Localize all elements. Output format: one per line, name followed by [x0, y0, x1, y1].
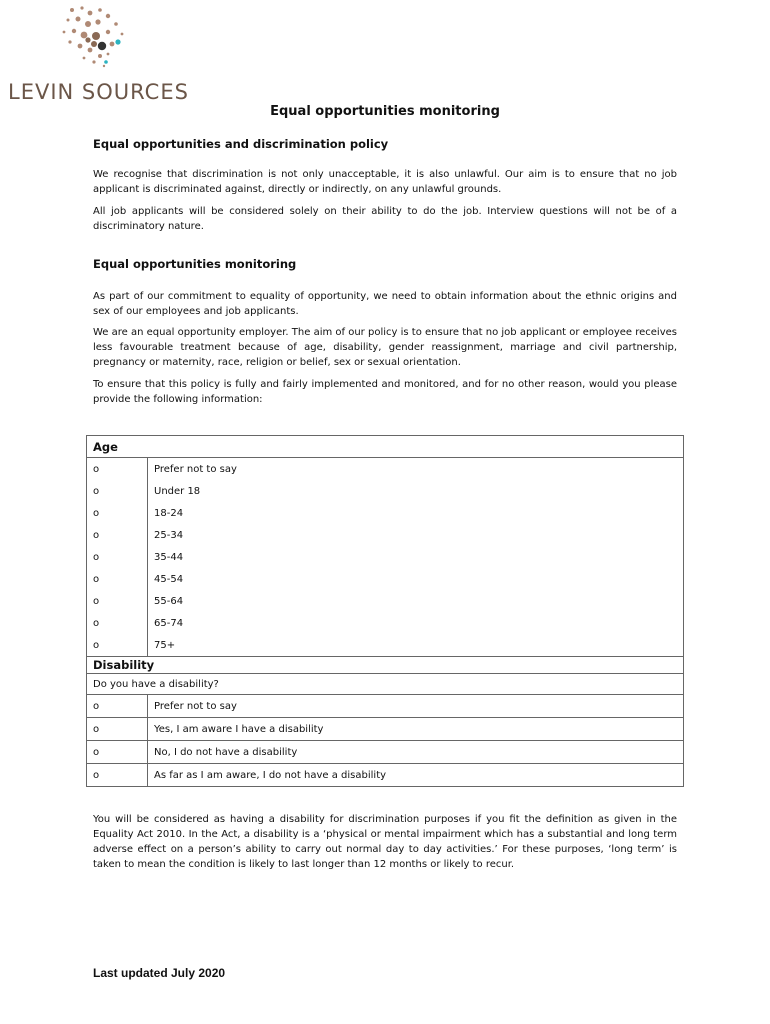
last-updated-footer: Last updated July 2020: [93, 966, 226, 980]
policy-heading: Equal opportunities and discrimination policy: [93, 137, 389, 151]
age-option-row[interactable]: [87, 524, 684, 546]
monitoring-paragraph: As part of our commitment to equality of opportunity, we need to obtain information about the ethnic origins and sex of our employees and job applicants.: [93, 291, 677, 317]
age-option-row[interactable]: [87, 590, 684, 612]
policy-paragraph: All job applicants will be considered solely on their ability to do the job. Interview questions will not be of a discriminatory nature.: [93, 206, 677, 232]
monitoring-paragraph: To ensure that this policy is fully and fairly implemented and monitored, and for no other reason, would you please provide the following information:: [93, 379, 677, 405]
disability-definition-note: You will be considered as having a disability for discrimination purposes if you fit the definition as given in the Equality Act 2010. In the Act, a disability is a ‘physical or mental impairment which has a substantial and long term adverse effect on a person’s ability to carry out normal day to day activities.’ For these purposes, ‘long term’ is taken to mean the condition is likely to last longer than 12 months or likely to recur.: [93, 814, 677, 870]
age-option-label: Under 18: [148, 480, 684, 502]
age-option-label: 75+: [148, 634, 684, 657]
policy-paragraph: We recognise that discrimination is not only unacceptable, it is also unlawful. Our aim is to ensure that no job applicant is discriminated against, directly or indirectly, on any unlawful grounds.: [93, 169, 677, 195]
age-section-header: [87, 436, 684, 458]
age-option-label: 35-44: [148, 546, 684, 568]
disability-option-label: Prefer not to say: [148, 695, 684, 718]
disability-option-label: Yes, I am aware I have a disability: [148, 718, 684, 741]
radio-bullet[interactable]: o: [87, 546, 148, 568]
disability-option-row[interactable]: [87, 718, 684, 741]
radio-bullet[interactable]: o: [87, 764, 148, 787]
age-option-label: 25-34: [148, 524, 684, 546]
age-option-label: 55-64: [148, 590, 684, 612]
age-option-row[interactable]: [87, 568, 684, 590]
radio-bullet[interactable]: o: [87, 480, 148, 502]
monitoring-paragraph: We are an equal opportunity employer. The aim of our policy is to ensure that no job applicant or employee receives less favourable treatment because of age, disability, gender reassignment, marriage and civil partnership, pregnancy or maternity, race, religion or belief, sex or sexual orientation.: [93, 327, 677, 368]
logo-text: LEVIN SOURCES: [8, 80, 189, 104]
radio-bullet[interactable]: o: [87, 718, 148, 741]
disability-option-row[interactable]: [87, 764, 684, 787]
monitoring-form-table: [86, 435, 684, 787]
age-option-label: Prefer not to say: [148, 458, 684, 481]
disability-option-label: No, I do not have a disability: [148, 741, 684, 764]
age-option-row[interactable]: [87, 480, 684, 502]
radio-bullet[interactable]: o: [87, 568, 148, 590]
radio-bullet[interactable]: o: [87, 634, 148, 657]
age-option-label: 45-54: [148, 568, 684, 590]
logo: [8, 4, 198, 104]
disability-option-label: As far as I am aware, I do not have a disability: [148, 764, 684, 787]
disability-question: Do you have a disability?: [87, 674, 684, 695]
radio-bullet[interactable]: o: [87, 590, 148, 612]
age-option-label: 65-74: [148, 612, 684, 634]
radio-bullet[interactable]: o: [87, 612, 148, 634]
age-option-row[interactable]: [87, 458, 684, 481]
age-heading: Age: [87, 436, 684, 458]
radio-bullet[interactable]: o: [87, 458, 148, 481]
disability-section-header: [87, 657, 684, 674]
radio-bullet[interactable]: o: [87, 524, 148, 546]
page-title: Equal opportunities monitoring: [270, 104, 500, 119]
radio-bullet[interactable]: o: [87, 741, 148, 764]
radio-bullet[interactable]: o: [87, 502, 148, 524]
disability-option-row[interactable]: [87, 695, 684, 718]
disability-heading: Disability: [87, 657, 684, 674]
age-option-row[interactable]: [87, 546, 684, 568]
age-option-row[interactable]: [87, 502, 684, 524]
radio-bullet[interactable]: o: [87, 695, 148, 718]
logo-dots-icon: [60, 4, 144, 78]
age-option-row[interactable]: [87, 634, 684, 657]
age-option-label: 18-24: [148, 502, 684, 524]
disability-option-row[interactable]: [87, 741, 684, 764]
age-option-row[interactable]: [87, 612, 684, 634]
monitoring-heading: Equal opportunities monitoring: [93, 257, 297, 271]
disability-question-row: [87, 674, 684, 695]
